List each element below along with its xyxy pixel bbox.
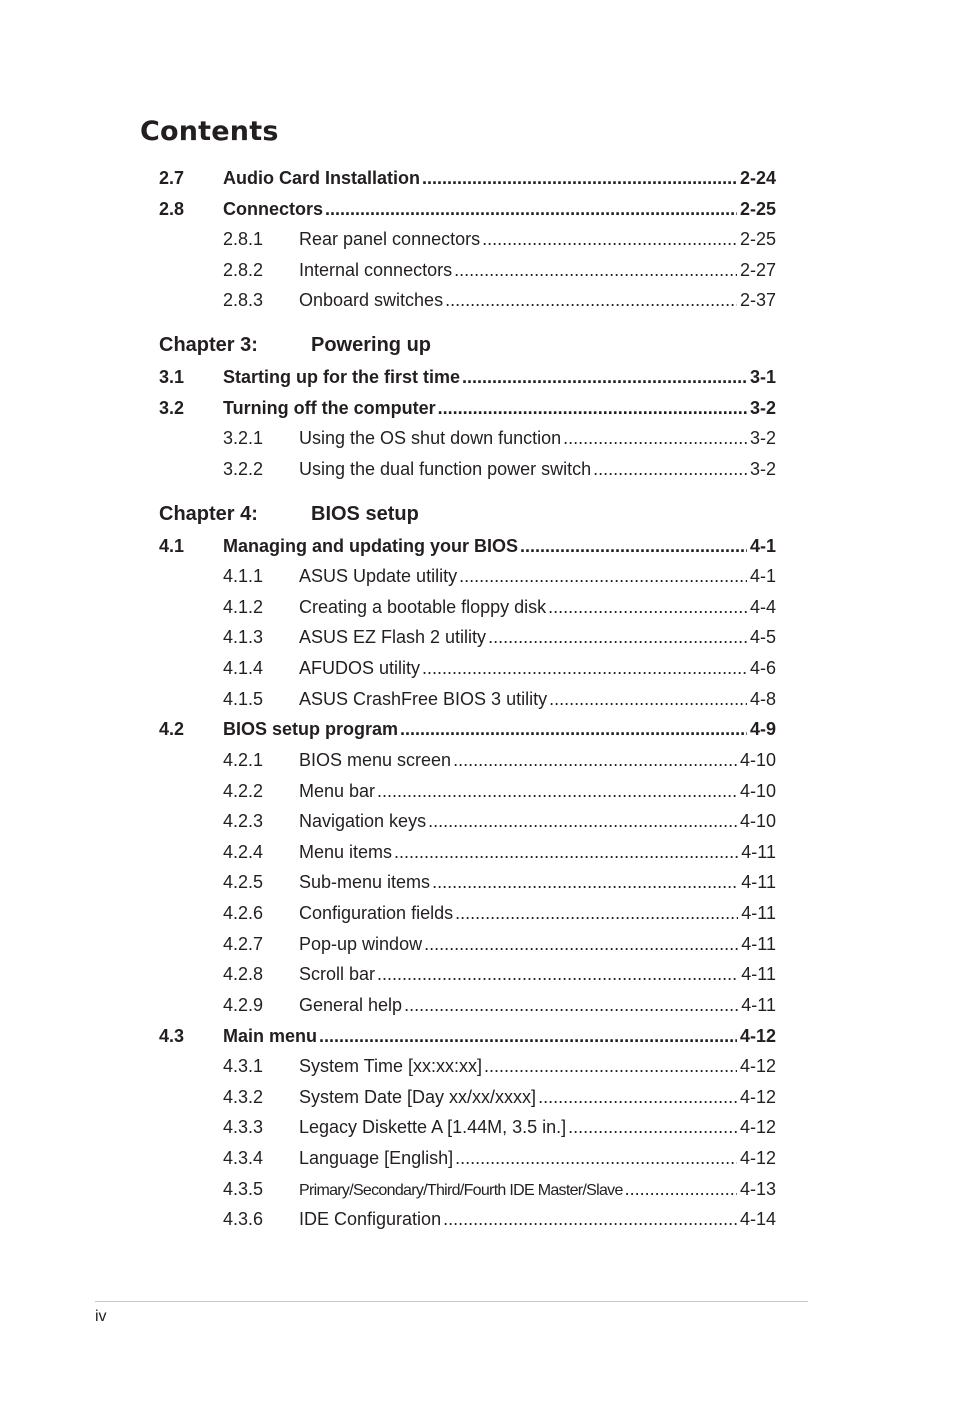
toc-dot-leader [428, 810, 737, 832]
toc-entry-number: 4.1 [159, 536, 185, 556]
toc-entry-number: 4.2 [159, 719, 185, 739]
toc-dot-leader [549, 688, 747, 710]
toc-entry-title: Starting up for the first time [223, 367, 461, 387]
toc-entry-number: 4.3.3 [223, 1117, 264, 1137]
toc-entry-title: Configuration fields [299, 903, 454, 923]
toc-dot-leader [325, 198, 737, 220]
toc-dot-leader [400, 718, 747, 740]
toc-dot-leader [394, 841, 738, 863]
toc-entry-title: BIOS menu screen [299, 750, 452, 770]
toc-section-entry[interactable] [159, 535, 776, 557]
toc-dot-leader [404, 994, 738, 1016]
toc-dot-leader [453, 749, 737, 771]
toc-entry-number: 4.2.8 [223, 964, 264, 984]
toc-entry-title: ASUS EZ Flash 2 utility [299, 627, 487, 647]
toc-subsection-entry[interactable] [159, 841, 776, 863]
toc-entry-title: IDE Configuration [299, 1209, 442, 1229]
toc-entry-page: 3-2 [749, 428, 776, 448]
toc-entry-title: Sub-menu items [299, 872, 431, 892]
toc-subsection-entry[interactable] [159, 259, 776, 281]
toc-subsection-entry[interactable] [159, 626, 776, 648]
toc-entry-page: 4-13 [739, 1179, 776, 1199]
chapter-title: BIOS setup [311, 503, 419, 525]
toc-dot-leader [422, 657, 747, 679]
toc-dot-leader [563, 427, 747, 449]
toc-entry-title: ASUS Update utility [299, 566, 458, 586]
toc-subsection-entry[interactable] [159, 780, 776, 802]
footer-divider [95, 1301, 808, 1302]
toc-subsection-entry[interactable] [159, 1116, 776, 1138]
toc-dot-leader [548, 596, 747, 618]
toc-entry-page: 2-27 [739, 260, 776, 280]
toc-entry-title: Rear panel connectors [299, 229, 481, 249]
toc-dot-leader [377, 780, 737, 802]
toc-subsection-entry[interactable] [159, 289, 776, 311]
toc-entry-title: BIOS setup program [223, 719, 399, 739]
toc-entry-title: Navigation keys [299, 811, 427, 831]
toc-dot-leader [377, 963, 738, 985]
toc-entry-number: 4.3 [159, 1026, 185, 1046]
toc-subsection-entry[interactable] [159, 1147, 776, 1169]
toc-entry-number: 4.2.9 [223, 995, 264, 1015]
toc-subsection-entry[interactable] [159, 596, 776, 618]
toc-section-entry[interactable] [159, 198, 776, 220]
toc-entry-number: 4.3.1 [223, 1056, 264, 1076]
toc-entry-page: 4-10 [739, 750, 776, 770]
toc-entry-page: 4-12 [739, 1056, 776, 1076]
chapter-label: Chapter 3: [159, 334, 258, 356]
toc-entry-page: 4-11 [741, 903, 776, 923]
toc-entry-page: 4-12 [739, 1117, 776, 1137]
toc-dot-leader [484, 1055, 737, 1077]
toc-subsection-entry[interactable] [159, 427, 776, 449]
toc-dot-leader [625, 1178, 737, 1200]
toc-section-entry[interactable] [159, 167, 776, 189]
toc-entry-page: 4-11 [741, 872, 776, 892]
toc-dot-leader [445, 289, 737, 311]
toc-entry-number: 2.8.1 [223, 229, 264, 249]
toc-entry-title: AFUDOS utility [299, 658, 421, 678]
toc-dot-leader [455, 902, 738, 924]
footer-page-number: iv [95, 1308, 107, 1325]
toc-entry-page: 4-11 [741, 995, 776, 1015]
toc-subsection-entry[interactable] [159, 902, 776, 924]
toc-entry-page: 4-1 [749, 566, 776, 586]
toc-section-entry[interactable] [159, 1025, 776, 1047]
toc-entry-title: Legacy Diskette A [1.44M, 3.5 in.] [299, 1117, 567, 1137]
toc-entry-number: 4.3.6 [223, 1209, 264, 1229]
toc-entry-page: 4-4 [749, 597, 776, 617]
toc-entry-number: 4.1.5 [223, 689, 264, 709]
toc-entry-number: 3.2 [159, 398, 185, 418]
toc-subsection-entry[interactable] [159, 994, 776, 1016]
toc-entry-title: Pop-up window [299, 934, 423, 954]
toc-subsection-entry[interactable] [159, 228, 776, 250]
toc-subsection-entry[interactable] [159, 1178, 776, 1202]
toc-entry-page: 2-25 [739, 199, 776, 219]
toc-entry-number: 4.2.7 [223, 934, 264, 954]
toc-entry-page: 4-1 [749, 536, 776, 556]
toc-section-entry[interactable] [159, 366, 776, 388]
toc-subsection-entry[interactable] [159, 810, 776, 832]
toc-dot-leader [454, 259, 737, 281]
toc-entry-number: 4.2.2 [223, 781, 264, 801]
toc-entry-title: Language [English] [299, 1148, 454, 1168]
toc-entry-page: 4-11 [741, 934, 776, 954]
toc-entry-page: 4-11 [741, 964, 776, 984]
toc-entry-title: General help [299, 995, 403, 1015]
toc-dot-leader [568, 1116, 737, 1138]
toc-entry-number: 4.1.2 [223, 597, 264, 617]
toc-entry-page: 4-11 [741, 842, 776, 862]
toc-dot-leader [538, 1086, 737, 1108]
toc-entry-number: 2.7 [159, 168, 185, 188]
toc-entry-title: Primary/Secondary/Third/Fourth IDE Master/Slave [299, 1182, 623, 1199]
toc-section-entry[interactable] [159, 718, 776, 740]
toc-entry-title: Internal connectors [299, 260, 453, 280]
toc-entry-page: 2-24 [739, 168, 776, 188]
toc-subsection-entry[interactable] [159, 1086, 776, 1108]
toc-entry-number: 4.1.3 [223, 627, 264, 647]
toc-entry-number: 4.1.4 [223, 658, 264, 678]
toc-entry-title: Creating a bootable floppy disk [299, 597, 547, 617]
toc-subsection-entry[interactable] [159, 565, 776, 587]
toc-entry-page: 4-10 [739, 811, 776, 831]
toc-entry-page: 4-6 [749, 658, 776, 678]
toc-entry-page: 2-25 [739, 229, 776, 249]
chapter-heading [159, 332, 776, 358]
toc-entry-number: 4.3.4 [223, 1148, 264, 1168]
toc-entry-number: 4.2.4 [223, 842, 264, 862]
toc-subsection-entry[interactable] [159, 688, 776, 710]
toc-dot-leader [520, 535, 747, 557]
page-title: Contents [140, 116, 279, 147]
toc-entry-page: 4-14 [739, 1209, 776, 1229]
chapter-label: Chapter 4: [159, 503, 258, 525]
toc-subsection-entry[interactable] [159, 1055, 776, 1077]
toc-entry-number: 4.2.5 [223, 872, 264, 892]
toc-dot-leader [462, 366, 747, 388]
toc-entry-number: 4.1.1 [223, 566, 264, 586]
toc-entry-number: 2.8.2 [223, 260, 264, 280]
toc-dot-leader [424, 933, 738, 955]
toc-entry-number: 2.8 [159, 199, 185, 219]
toc-entry-page: 4-9 [749, 719, 776, 739]
toc-subsection-entry[interactable] [159, 749, 776, 771]
toc-entry-number: 4.2.3 [223, 811, 264, 831]
toc-entry-title: Onboard switches [299, 290, 444, 310]
toc-dot-leader [438, 397, 747, 419]
toc-subsection-entry[interactable] [159, 871, 776, 893]
toc-entry-page: 2-37 [739, 290, 776, 310]
toc-subsection-entry[interactable] [159, 458, 776, 480]
table-of-contents [159, 0, 776, 1300]
toc-entry-number: 4.2.1 [223, 750, 264, 770]
toc-subsection-entry[interactable] [159, 657, 776, 679]
toc-entry-title: Managing and updating your BIOS [223, 536, 518, 556]
toc-entry-number: 3.2.1 [223, 428, 264, 448]
toc-entry-title: Audio Card Installation [223, 168, 421, 188]
toc-dot-leader [319, 1025, 737, 1047]
toc-entry-number: 4.3.5 [223, 1179, 264, 1199]
chapter-title: Powering up [311, 334, 431, 356]
toc-dot-leader [455, 1147, 737, 1169]
toc-dot-leader [432, 871, 738, 893]
toc-dot-leader [593, 458, 747, 480]
toc-entry-title: Using the OS shut down function [299, 428, 562, 448]
toc-entry-page: 3-2 [749, 459, 776, 479]
toc-entry-title: Turning off the computer [223, 398, 436, 418]
toc-entry-title: System Date [Day xx/xx/xxxx] [299, 1087, 537, 1107]
toc-subsection-entry[interactable] [159, 933, 776, 955]
toc-entry-title: Scroll bar [299, 964, 376, 984]
toc-entry-page: 4-5 [749, 627, 776, 647]
toc-entry-number: 4.3.2 [223, 1087, 264, 1107]
toc-entry-page: 4-12 [739, 1026, 776, 1046]
toc-entry-page: 4-8 [749, 689, 776, 709]
toc-entry-title: Main menu [223, 1026, 318, 1046]
toc-entry-number: 4.2.6 [223, 903, 264, 923]
toc-entry-number: 2.8.3 [223, 290, 264, 310]
toc-section-entry[interactable] [159, 397, 776, 419]
chapter-heading [159, 501, 776, 527]
toc-entry-page: 3-1 [749, 367, 776, 387]
toc-entry-page: 4-12 [739, 1148, 776, 1168]
toc-entry-title: System Time [xx:xx:xx] [299, 1056, 483, 1076]
toc-subsection-entry[interactable] [159, 1208, 776, 1230]
toc-entry-number: 3.1 [159, 367, 185, 387]
toc-dot-leader [443, 1208, 737, 1230]
toc-entry-title: Connectors [223, 199, 324, 219]
toc-dot-leader [459, 565, 747, 587]
toc-entry-page: 4-12 [739, 1087, 776, 1107]
toc-subsection-entry[interactable] [159, 963, 776, 985]
toc-entry-page: 3-2 [749, 398, 776, 418]
toc-entry-title: ASUS CrashFree BIOS 3 utility [299, 689, 548, 709]
toc-dot-leader [488, 626, 747, 648]
toc-dot-leader [422, 167, 737, 189]
toc-dot-leader [482, 228, 737, 250]
toc-entry-title: Menu bar [299, 781, 376, 801]
toc-entry-page: 4-10 [739, 781, 776, 801]
toc-entry-title: Menu items [299, 842, 393, 862]
toc-entry-number: 3.2.2 [223, 459, 264, 479]
toc-entry-title: Using the dual function power switch [299, 459, 592, 479]
